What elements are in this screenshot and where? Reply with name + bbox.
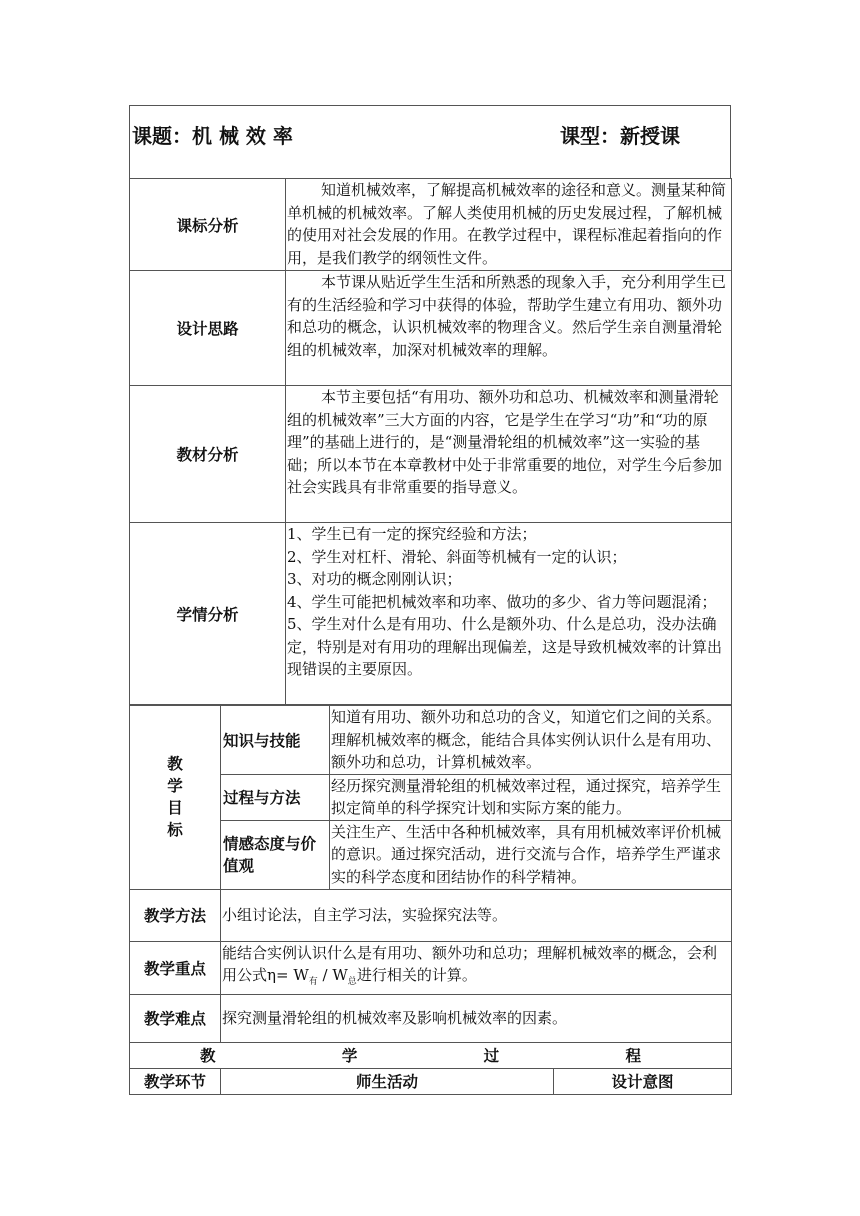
process-char: 程: [625, 1047, 641, 1065]
col-intent-header: 设计意图: [554, 1068, 732, 1094]
goal-emotion-text: 关注生产、生活中各种机械效率，具有用机械效率评价机械的意识。通过探究活动，进行交流与合作，培养学生严谨求实的科学态度和团结协作的科学精神。: [330, 820, 732, 889]
key-text-before: 能结合实例认识什么是有用功、额外功和总功；理解机械效率的概念，会利用公式: [222, 943, 718, 984]
xueqing-item: 5、学生对什么是有用功、什么是额外功、什么是总功，没办法确定，特别是对有用功的理解出现偏差，这是导致机械效率的计算出现错误的主要原因。: [287, 615, 723, 678]
process-char: 过: [483, 1047, 500, 1065]
title-cell: [130, 106, 731, 179]
process-char: 教: [200, 1047, 216, 1065]
goals-label-char: 标: [167, 821, 183, 840]
goal-process-text: 经历探究测量滑轮组的机械效率过程，通过探究，培养学生拟定简单的科学探究计划和实际方案的能力。: [330, 774, 732, 820]
sheji-text: 本节课从贴近学生生活和所熟悉的现象入手，充分利用学生已有的生活经验和学习中获得的体验，帮助学生建立有用功、额外功和总功的概念，认识机械效率的物理含义。然后学生亲自测量滑轮组的机械效率，加深对机械效率的理解。: [286, 271, 732, 386]
goals-label: [130, 706, 221, 890]
key-text: [221, 941, 732, 994]
sheji-label: 设计思路: [130, 271, 286, 386]
process-header: [130, 1042, 732, 1068]
difficulty-label: 教学难点: [130, 994, 221, 1042]
goal-process-label: 过程与方法: [221, 774, 330, 820]
process-char: 学: [341, 1047, 358, 1065]
process-columns-table: [129, 1068, 732, 1095]
goals-label-char: 学: [167, 777, 183, 796]
key-formula: η= W: [267, 966, 309, 984]
lesson-type: 课型：新授课: [560, 124, 680, 148]
key-formula-sub-useful: 有: [308, 977, 318, 987]
xueqing-label: 学情分析: [130, 523, 286, 705]
method-table: [129, 889, 732, 1069]
goal-knowledge-label: 知识与技能: [221, 706, 330, 775]
analysis-row-xueqing: [130, 523, 732, 705]
xueqing-item: 4、学生可能把机械效率和功率、做功的多少、省力等问题混淆；: [287, 592, 717, 611]
jiaocai-text: 本节主要包括“有用功、额外功和总功、机械效率和测量滑轮组的机械效率”三大方面的内容，它是学生在学习“功”和“功的原理”的基础上进行的，是“测量滑轮组的机械效率”这一实验的基础；所以本节在本章教材中处于非常重要的地位，对学生今后参加社会实践具有非常重要的指导意义。: [286, 386, 732, 523]
lesson-title: 课题：机 械 效 率: [132, 124, 293, 148]
xueqing-item: 3、对功的概念刚刚认识；: [287, 570, 462, 588]
key-formula-sub-total: 总: [347, 977, 357, 987]
lesson-plan-page: [129, 105, 731, 1095]
jiaocai-label: 教材分析: [130, 386, 286, 523]
analysis-row-sheji: [130, 271, 732, 386]
method-text: 小组讨论法，自主学习法，实验探究法等。: [221, 889, 732, 941]
goal-knowledge-text: 知道有用功、额外功和总功的含义，知道它们之间的关系。理解机械效率的概念，能结合具体实例认识什么是有用功、额外功和总功，计算机械效率。: [330, 706, 732, 775]
title-table: [129, 105, 731, 179]
kebiao-text: 知道机械效率，了解提高机械效率的途径和意义。测量某种简单机械的机械效率。了解人类使用机械的历史发展过程，了解机械的使用对社会发展的作用。在教学过程中，课程标准起着指向的作用，是我们教学的纲领性文件。: [286, 179, 732, 271]
xueqing-item: 2、学生对杠杆、滑轮、斜面等机械有一定的认识；: [287, 547, 627, 566]
goal-emotion-label: 情感态度与价值观: [221, 820, 330, 889]
goals-label-char: 目: [167, 799, 183, 818]
col-activity-header: 师生活动: [221, 1068, 554, 1094]
key-text-after: 进行相关的计算。: [356, 966, 477, 984]
key-label: 教学重点: [130, 941, 221, 994]
difficulty-text: 探究测量滑轮组的机械效率及影响机械效率的因素。: [221, 994, 732, 1042]
col-stage-header: 教学环节: [130, 1068, 221, 1094]
analysis-table: [129, 178, 732, 705]
goals-table: [129, 705, 732, 890]
method-label: 教学方法: [130, 889, 221, 941]
analysis-row-kebiao: [130, 179, 732, 271]
kebiao-label: 课标分析: [130, 179, 286, 271]
goals-label-char: 教: [167, 755, 183, 774]
key-formula-slash: / W: [317, 966, 348, 984]
analysis-row-jiaocai: [130, 386, 732, 523]
xueqing-item: 1、学生已有一定的探究经验和方法；: [287, 525, 537, 543]
xueqing-text: [286, 523, 732, 705]
